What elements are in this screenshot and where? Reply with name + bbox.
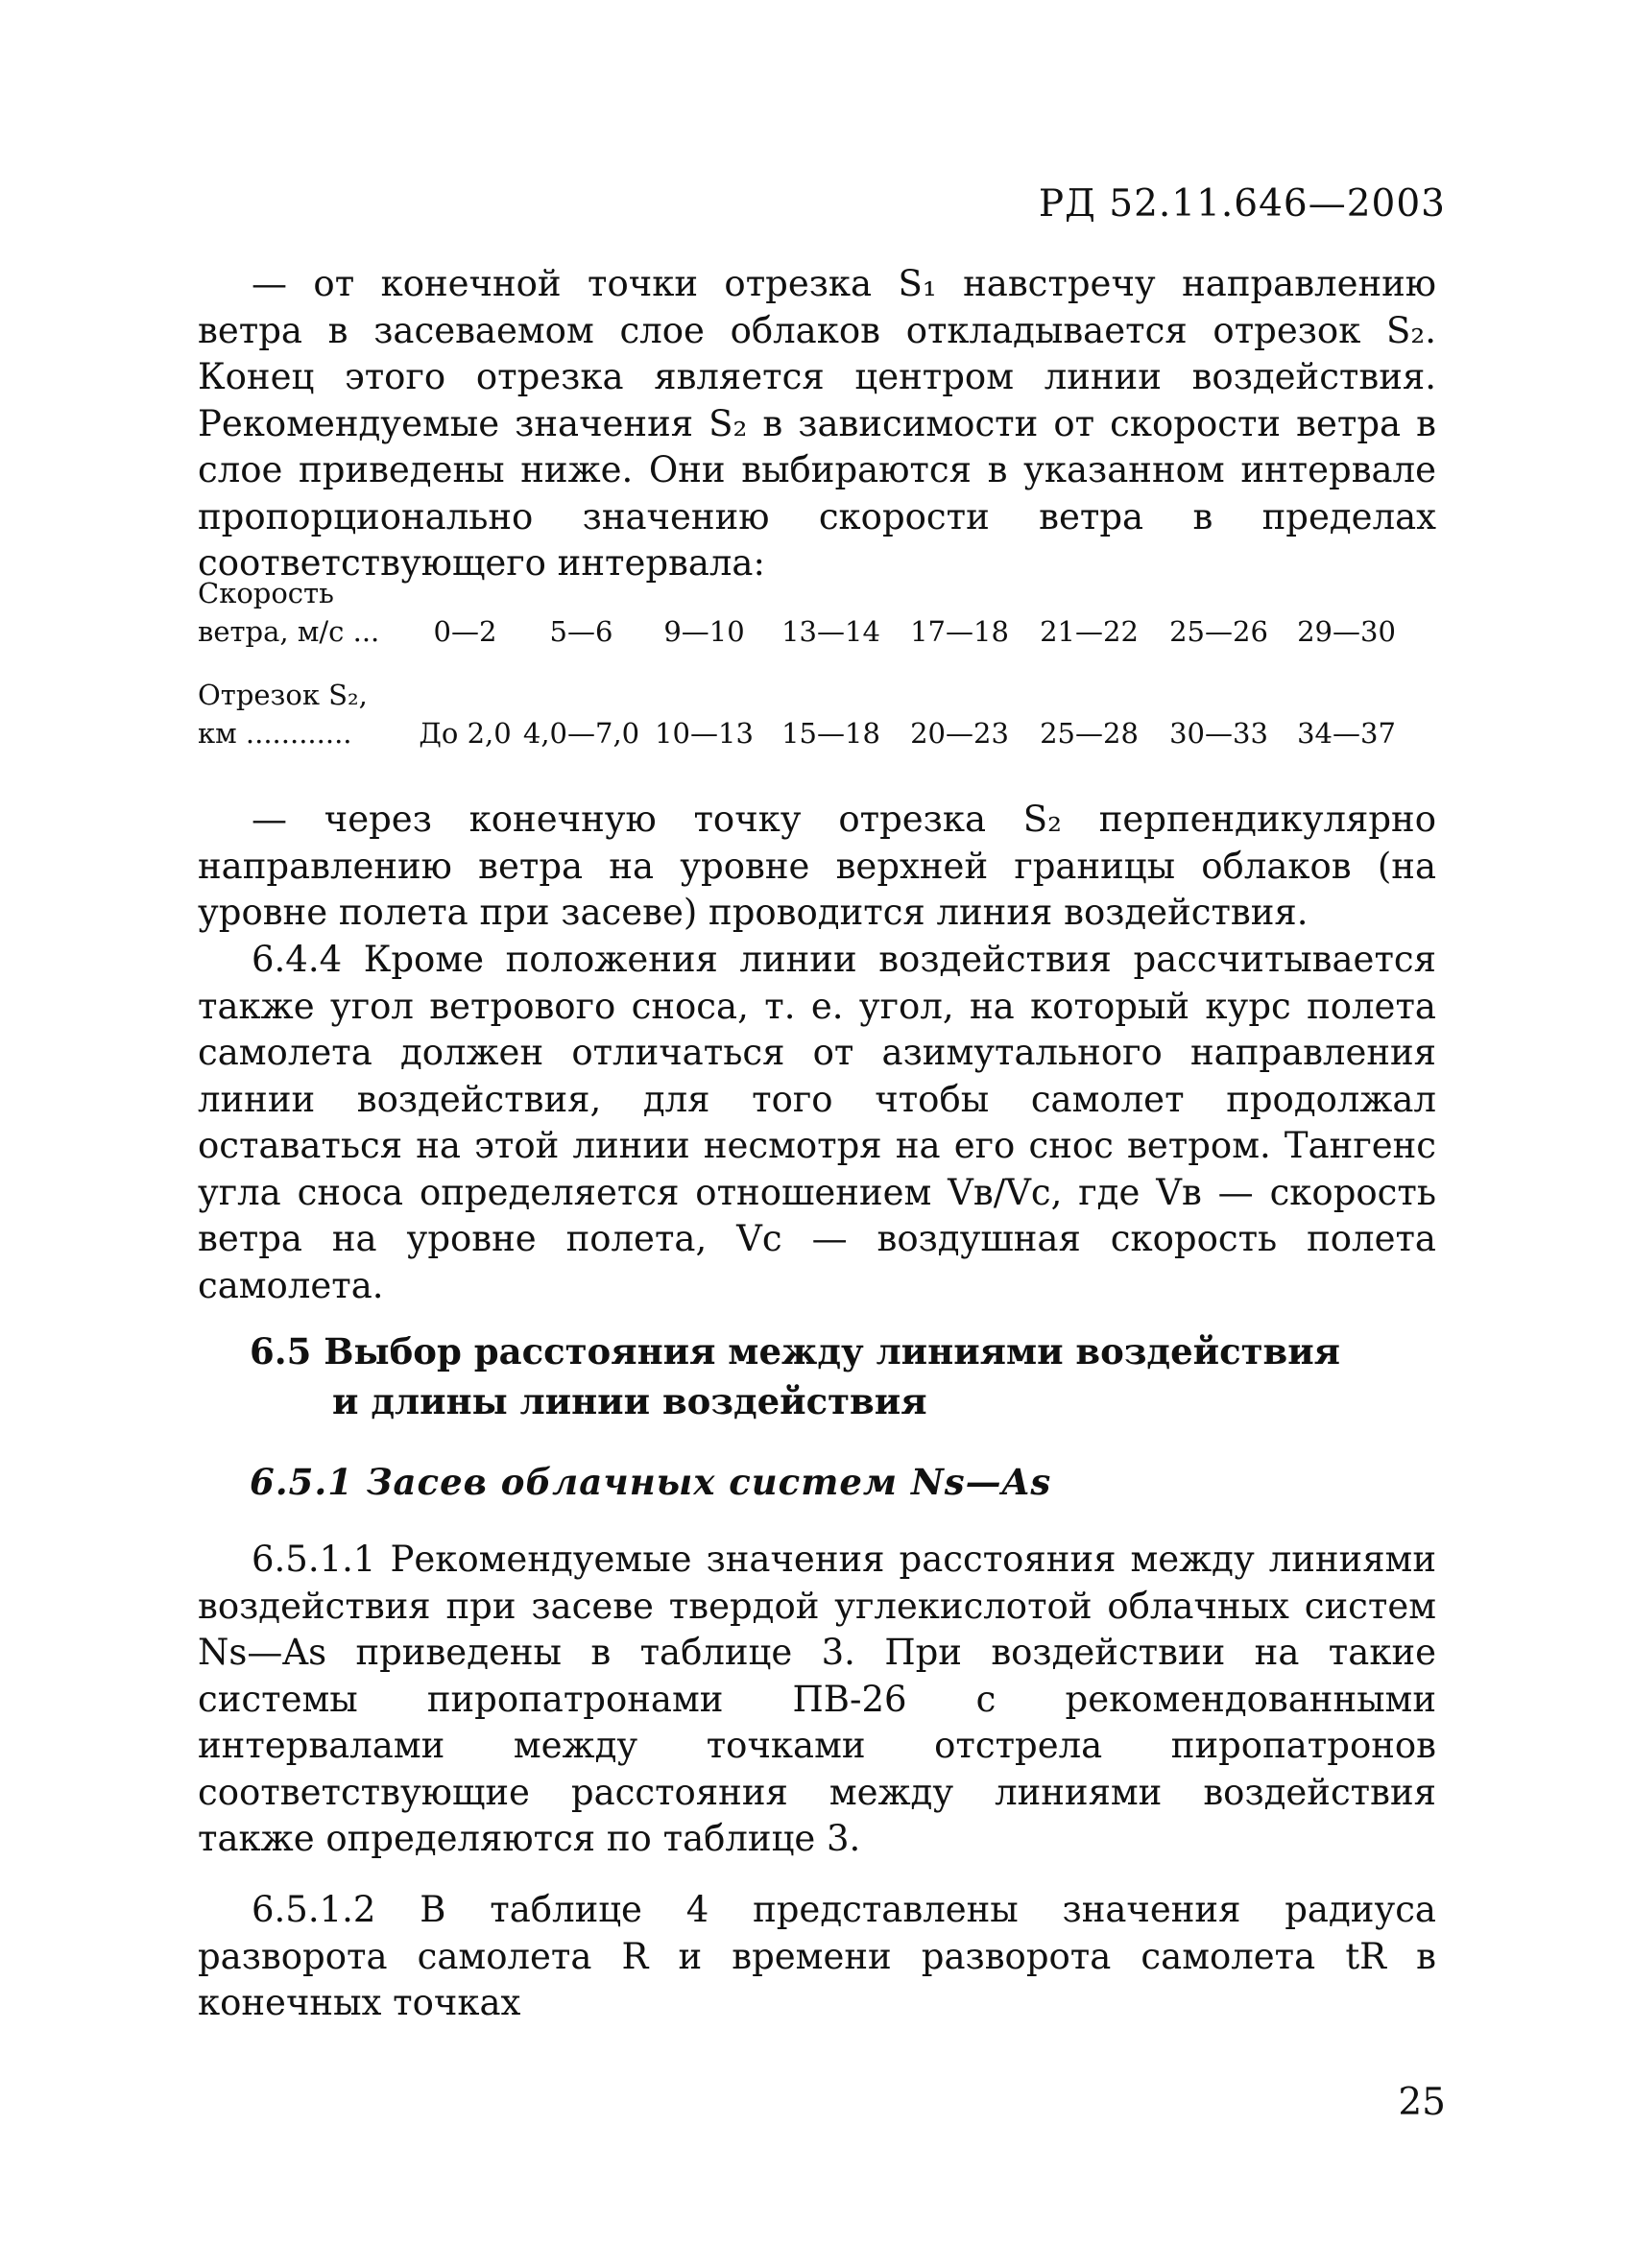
- row-label-segment-top: Отрезок S₂,: [198, 679, 368, 711]
- paragraph-6-5-1-2: 6.5.1.2 В таблице 4 представлены значения радиуса разворота самолета R и времени разворота самолета tR в конечных точках: [198, 1889, 1436, 2023]
- table-row-speed: [198, 612, 1446, 651]
- paragraph-6-5-1-1: 6.5.1.1 Рекомендуемые значения расстояния между линиями воздействия при засеве твердой углекислотой облачных систем Ns—As приведены в таблице 3. При воздействии на такие системы пиропатронами ПВ-26 с рекомендованными интервалами между точками отстрела пиропатронов соответствующие расстояния между линиями воздействия также определяются по таблице 3.: [198, 1539, 1436, 1859]
- table-cell: 4,0—7,0: [522, 717, 640, 750]
- document-code: РД 52.11.646—2003: [1038, 182, 1446, 226]
- section-title-line-1: 6.5 Выбор расстояния между линиями воздействия: [250, 1330, 1341, 1373]
- table-cell: 15—18: [781, 717, 880, 750]
- table-cell: 9—10: [663, 615, 745, 648]
- table-cell: 25—26: [1169, 615, 1268, 648]
- paragraph-6-4-4: 6.4.4 Кроме положения линии воздействия рассчитывается также угол ветрового сноса, т. е. угол, на который курс полета самолета должен отличаться от азимутального направления линии воздействия, для того чтобы самолет продолжал оставаться на этой линии несмотря на его снос ветром. Тангенс угла сноса определяется отношением Vв/Vс, где Vв — скорость ветра на уровне полета, Vс — воздушная скорость полета самолета.: [198, 939, 1436, 1306]
- table-cell: 10—13: [655, 717, 754, 750]
- subsection-title-6-5-1: 6.5.1 Засев облачных систем Ns—As: [250, 1461, 1052, 1503]
- table-row-segment-label: [198, 676, 1446, 714]
- table-cell: 20—23: [910, 717, 1009, 750]
- table-cell: 30—33: [1169, 717, 1268, 750]
- row-label-segment: км ............: [198, 717, 352, 750]
- section-title-6-5: [250, 1326, 1340, 1426]
- row-label-speed-top: Скорость: [198, 577, 334, 609]
- table-cell: 0—2: [433, 615, 497, 648]
- wind-segment-table: [198, 574, 1446, 752]
- table-cell: 25—28: [1040, 717, 1139, 750]
- section-title-line-2: и длины линии воздействия: [332, 1380, 927, 1422]
- table-cell: 17—18: [910, 615, 1009, 648]
- table-cell: 13—14: [781, 615, 880, 648]
- table-cell: 34—37: [1297, 717, 1396, 750]
- paragraph-s2-offset: — от конечной точки отрезка S₁ навстречу направлению ветра в засеваемом слое облаков откладывается отрезок S₂. Конец этого отрезка является центром линии воздействия. Рекомендуемые значения S₂ в зависимости от скорости ветра в слое приведены ниже. Они выбираются в указанном интервале пропорционально значению скорости ветра в пределах соответствующего интервала:: [198, 263, 1436, 584]
- paragraph-impact-line: — через конечную точку отрезка S₂ перпендикулярно направлению ветра на уровне верхней границы облаков (на уровне полета при засеве) проводится линия воздействия.: [198, 799, 1436, 933]
- page-number: 25: [1398, 2081, 1446, 2124]
- table-row-segment: [198, 714, 1446, 752]
- table-cell: До 2,0: [419, 717, 512, 750]
- table-cell: 29—30: [1297, 615, 1396, 648]
- table-row-speed-label: [198, 574, 1446, 612]
- row-label-speed: ветра, м/с ...: [198, 615, 380, 648]
- table-cell: 21—22: [1040, 615, 1139, 648]
- table-cell: 5—6: [549, 615, 613, 648]
